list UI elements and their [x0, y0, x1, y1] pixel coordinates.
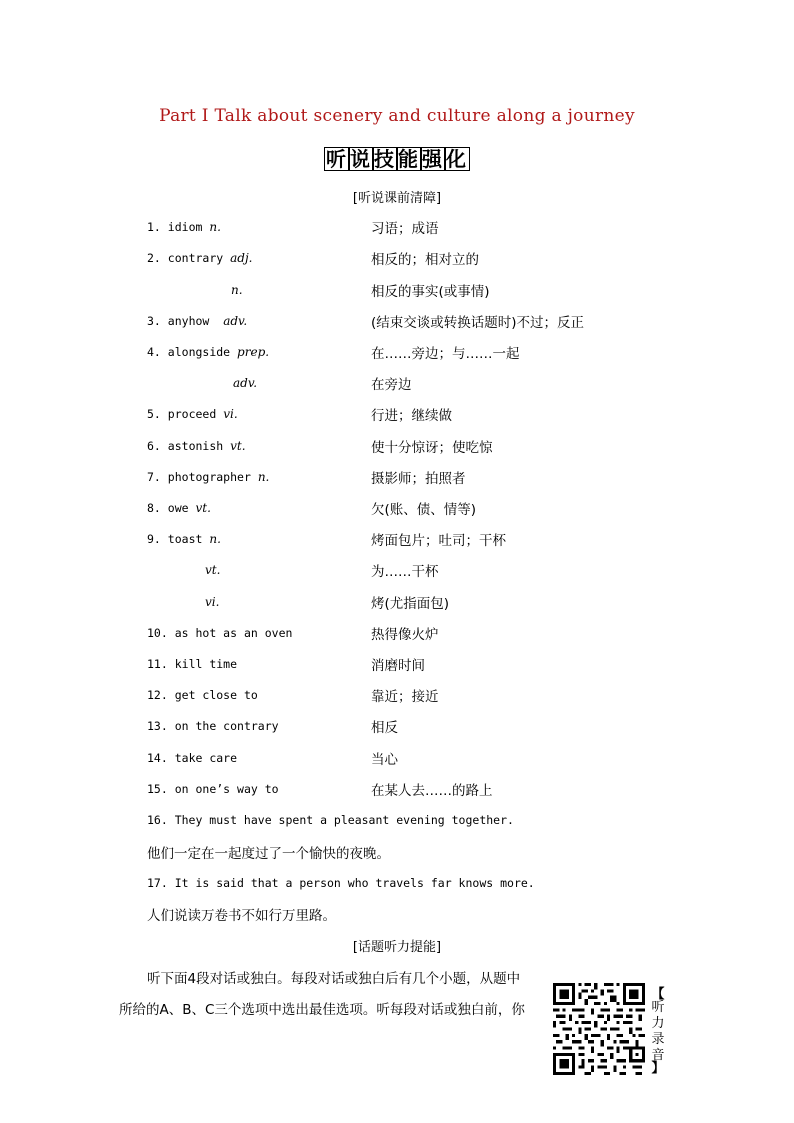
section-heading — [0, 147, 794, 171]
pre-listening-heading: [听说课前清障] — [352, 191, 442, 206]
vocab-term: 4. alongside prep. — [147, 345, 270, 359]
vocab-term: 5. proceed vi. — [147, 407, 238, 421]
vocab-term: 11. kill time — [147, 657, 238, 671]
vocab-pos: n. — [231, 283, 243, 297]
sentence-chinese: 人们说读万卷书不如行万里路。 — [147, 908, 336, 924]
vocab-row — [0, 592, 794, 612]
bracket-close: 】 — [651, 1061, 665, 1076]
instruction-line: 听下面4段对话或独白。每段对话或独白后有几个小题，从题中 — [147, 971, 521, 987]
label-char: 录 — [651, 1032, 665, 1047]
vocab-meaning: 靠近；接近 — [371, 689, 439, 705]
label-char: 听 — [651, 1000, 665, 1015]
vocab-term: 1. idiom n. — [147, 220, 221, 234]
vocab-meaning: 热得像火炉 — [371, 627, 439, 643]
vocab-row — [0, 623, 794, 643]
vocab-pos: adv. — [233, 376, 258, 390]
vocab-meaning: 当心 — [371, 752, 398, 768]
vocab-meaning: 在……旁边；与……一起 — [371, 346, 520, 362]
sentence-english: 16. They must have spent a pleasant evening together. — [147, 813, 514, 827]
qr-code-icon[interactable] — [553, 983, 645, 1075]
vocab-meaning: 为……干杯 — [371, 564, 439, 580]
heading-char: 技 — [374, 147, 396, 171]
vocab-meaning: 行进；继续做 — [371, 408, 452, 424]
vocab-row — [0, 311, 794, 331]
vocab-term: 7. photographer n. — [147, 470, 270, 484]
vocab-term: 15. on one’s way to — [147, 782, 279, 796]
vocab-meaning: 烤(尤指面包) — [371, 596, 450, 612]
vocab-row — [0, 217, 794, 237]
vocab-meaning: 使十分惊讶；使吃惊 — [371, 440, 493, 456]
heading-char: 强 — [422, 147, 444, 171]
listening-audio-label — [649, 987, 667, 1076]
vocab-pos: vi. — [205, 595, 220, 609]
vocab-pos: vt. — [205, 563, 221, 577]
label-char: 音 — [651, 1048, 665, 1063]
page-title: Part Ⅰ Talk about scenery and culture along a journey — [159, 106, 635, 126]
vocab-row — [0, 748, 794, 768]
bracket-open: 【 — [651, 987, 665, 1002]
heading-char: 化 — [446, 147, 468, 171]
vocab-row — [0, 342, 794, 362]
vocab-meaning: (结束交谈或转换话题时)不过；反正 — [371, 315, 585, 331]
vocab-term: 9. toast n. — [147, 532, 221, 546]
vocab-meaning: 在旁边 — [371, 377, 412, 393]
vocab-term: 2. contrary adj. — [147, 251, 253, 265]
vocab-term: 13. on the contrary — [147, 719, 279, 733]
vocab-meaning: 欠(账、债、情等) — [371, 502, 477, 518]
listening-heading: [话题听力提能] — [352, 940, 442, 955]
vocab-row — [0, 467, 794, 487]
vocab-meaning: 在某人去……的路上 — [371, 783, 493, 799]
label-char: 力 — [651, 1016, 665, 1031]
vocab-meaning: 习语；成语 — [371, 221, 439, 237]
vocab-term: 6. astonish vt. — [147, 439, 246, 453]
vocab-row — [0, 404, 794, 424]
heading-char: 听 — [326, 147, 348, 171]
vocab-row — [0, 654, 794, 674]
vocab-row — [0, 373, 794, 393]
heading-char: 能 — [398, 147, 420, 171]
vocab-term: 12. get close to — [147, 688, 258, 702]
vocab-term: 3. anyhow adv. — [147, 314, 248, 328]
vocab-row — [0, 248, 794, 268]
vocab-row — [0, 436, 794, 456]
sentence-english: 17. It is said that a person who travels far knows more. — [147, 876, 535, 890]
vocab-meaning: 相反 — [371, 720, 398, 736]
vocab-term: 14. take care — [147, 751, 238, 765]
vocab-meaning: 相反的事实(或事情) — [371, 284, 490, 300]
vocab-row — [0, 685, 794, 705]
vocab-meaning: 摄影师；拍照者 — [371, 471, 466, 487]
instruction-line: 所给的A、B、C三个选项中选出最佳选项。听每段对话或独白前，你 — [119, 1002, 525, 1018]
vocab-row — [0, 280, 794, 300]
vocab-meaning: 消磨时间 — [371, 658, 425, 674]
vocab-row — [0, 498, 794, 518]
vocab-row — [0, 560, 794, 580]
vocab-term: 8. owe vt. — [147, 501, 211, 515]
vocab-term: 10. as hot as an oven — [147, 626, 293, 640]
vocab-row — [0, 529, 794, 549]
vocab-meaning: 相反的；相对立的 — [371, 252, 479, 268]
vocab-meaning: 烤面包片；吐司；干杯 — [371, 533, 506, 549]
heading-char: 说 — [350, 147, 372, 171]
sentence-chinese: 他们一定在一起度过了一个愉快的夜晚。 — [147, 846, 390, 862]
vocab-row — [0, 716, 794, 736]
vocab-row — [0, 779, 794, 799]
